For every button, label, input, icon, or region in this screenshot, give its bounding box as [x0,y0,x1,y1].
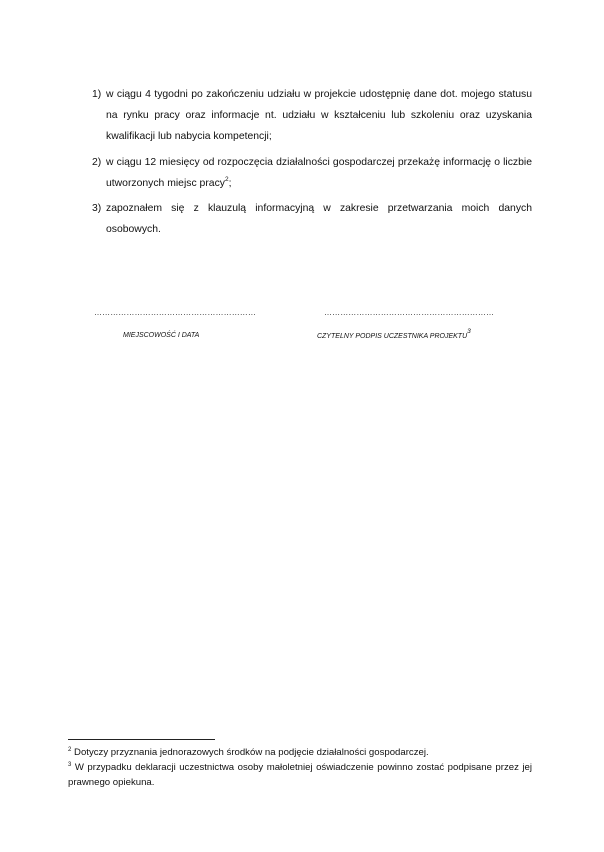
declaration-item-2 [92,152,532,194]
declaration-number: 3) [92,203,102,214]
footnote-reference: 2 [224,176,229,183]
footnote-text: Dotyczy przyznania jednorazowych środków na podjęcie działalności gospodarczej. [74,747,429,758]
declaration-number: 2) [92,157,102,168]
footnote-mark: 2 [68,747,72,753]
signature-label-wrapper [317,328,471,340]
declaration-item-1 [92,84,532,147]
declaration-suffix: ; [228,178,232,189]
declaration-item-3 [92,198,532,240]
signature-label: CZYTELNY PODPIS UCZESTNIKA PROJEKTU [317,333,468,340]
declaration-text: w ciągu 4 tygodni po zakończeniu udziału w projekcie udostępnię dane dot. mojego statusu na rynku pracy oraz informacje nt. udziału w kształceniu lub szkoleniu oraz uzyskania kwalifikacji lub nabycia kompetencji; [106,89,532,142]
footnote-separator [68,739,215,740]
declaration-text-wrapper [106,152,532,194]
declaration-text: zapoznałem się z klauzulą informacyjną w zakresie przetwarzania moich danych osobowych. [106,203,532,235]
declaration-text: w ciągu 12 miesięcy od rozpoczęcia działalności gospodarczej przekażę informację o liczbie utworzonych miejsc pracy [106,157,532,189]
place-date-line: …………………………………………………… [94,308,256,317]
footnote-reference: 3 [467,328,471,335]
footnote-2 [68,760,532,790]
footnote-1 [68,745,532,760]
place-date-label: MIEJSCOWOŚĆ I DATA [123,332,200,339]
footnote-text: W przypadku deklaracji uczestnictwa osoby małoletniej oświadczenie powinno zostać podpisane przez jej prawnego opiekuna. [68,762,532,788]
footnote-mark: 3 [68,762,72,768]
declaration-number: 1) [92,89,102,100]
signature-line: ……………………………………………………… [324,308,495,317]
